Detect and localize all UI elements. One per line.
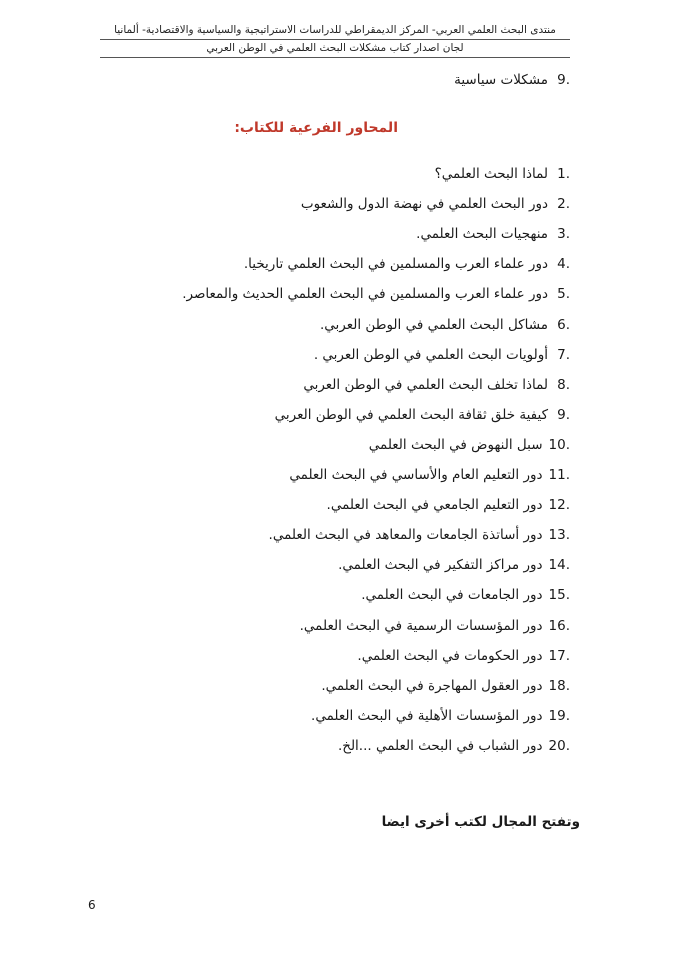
list-item <box>361 587 570 603</box>
list-item-number: 17. <box>548 648 570 664</box>
list-item-text: دور الجامعات في البحث العلمي. <box>361 587 543 603</box>
list-item <box>269 527 570 543</box>
list-item-text: دور الحكومات في البحث العلمي. <box>357 648 543 664</box>
list-item <box>357 648 570 664</box>
list-item-number: 9. <box>557 72 570 88</box>
list-item <box>300 618 570 634</box>
list-item <box>321 678 570 694</box>
list-item <box>314 347 570 363</box>
list-item-text: دور التعليم الجامعي في البحث العلمي. <box>326 497 543 513</box>
list-item-number: 6. <box>557 317 570 333</box>
closing-statement: وتفتح المجال لكتب أخرى ايضا <box>381 814 580 830</box>
subheading: المحاور الفرعية للكتاب: <box>234 120 398 136</box>
list-item-number: 20. <box>548 738 570 754</box>
list-item-number: 13. <box>548 527 570 543</box>
list-item-number: 3. <box>557 226 570 242</box>
list-item-text: دور الشباب في البحث العلمي ...الخ. <box>337 738 543 754</box>
page-number: 6 <box>88 898 96 912</box>
list-item-number: 5. <box>557 286 570 302</box>
list-item-number: 8. <box>557 377 570 393</box>
list-item <box>327 497 570 513</box>
list-item-text: منهجيات البحث العلمي. <box>416 226 548 242</box>
list-item-text: دور البحث العلمي في نهضة الدول والشعوب <box>300 196 548 212</box>
list-item-text: سبل النهوض في البحث العلمي <box>368 437 543 453</box>
list-item <box>303 377 570 393</box>
list-item-text: دور العقول المهاجرة في البحث العلمي. <box>321 678 543 694</box>
list-item-text: دور أساتذة الجامعات والمعاهد في البحث العلمي. <box>268 527 543 543</box>
header-line-2: لجان اصدار كتاب مشكلات البحث العلمي في الوطن العربي <box>100 40 570 58</box>
list-item-number: 16. <box>548 618 570 634</box>
list-item-text: كيفية خلق ثقافة البحث العلمي في الوطن العربي <box>274 407 548 423</box>
list-item-number: 1. <box>557 166 570 182</box>
list-item-text: دور المؤسسات الأهلية في البحث العلمي. <box>311 708 543 724</box>
list-item <box>311 708 570 724</box>
list-item <box>338 557 570 573</box>
list-item <box>301 196 570 212</box>
list-item-number: 4. <box>557 256 570 272</box>
list-item-number: 9. <box>557 407 570 423</box>
list-item-number: 2. <box>557 196 570 212</box>
list-item <box>369 437 570 453</box>
list-item-number: 14. <box>548 557 570 573</box>
list-item-text: دور علماء العرب والمسلمين في البحث العلمي تاريخيا. <box>243 256 548 272</box>
list-item-number: 11. <box>548 467 570 483</box>
list-item-text: مشاكل البحث العلمي في الوطن العربي. <box>320 317 548 333</box>
list-item-text: دور مراكز التفكير في البحث العلمي. <box>338 557 543 573</box>
list-item <box>244 256 570 272</box>
list-item-text: لماذا تخلف البحث العلمي في الوطن العربي <box>303 377 548 393</box>
list-item-number: 7. <box>557 347 570 363</box>
list-item-number: 15. <box>548 587 570 603</box>
list-item <box>416 226 570 242</box>
list-item-text: دور التعليم العام والأساسي في البحث العلمي <box>289 467 543 483</box>
list-item-text: دور علماء العرب والمسلمين في البحث العلمي الحديث والمعاصر. <box>182 286 548 302</box>
list-item-text: مشكلات سياسية <box>454 72 548 88</box>
list-item-number: 19. <box>548 708 570 724</box>
list-item-text: دور المؤسسات الرسمية في البحث العلمي. <box>299 618 543 634</box>
list-item <box>182 286 570 302</box>
list-item-number: 18. <box>548 678 570 694</box>
list-item <box>275 407 570 423</box>
list-item <box>338 738 570 754</box>
header-line-1: منتدى البحث العلمي العربي- المركز الديمقراطي للدراسات الاستراتيجية والسياسية والاقتصادية- ألمانيا <box>100 22 570 40</box>
list-item-text: لماذا البحث العلمي؟ <box>434 166 548 182</box>
list-item-number: 12. <box>548 497 570 513</box>
list-item-number: 10. <box>548 437 570 453</box>
list-item <box>454 72 570 88</box>
list-item <box>289 467 570 483</box>
list-item-text: أولويات البحث العلمي في الوطن العربي . <box>313 347 548 363</box>
list-item <box>435 166 570 182</box>
list-item <box>320 317 570 333</box>
